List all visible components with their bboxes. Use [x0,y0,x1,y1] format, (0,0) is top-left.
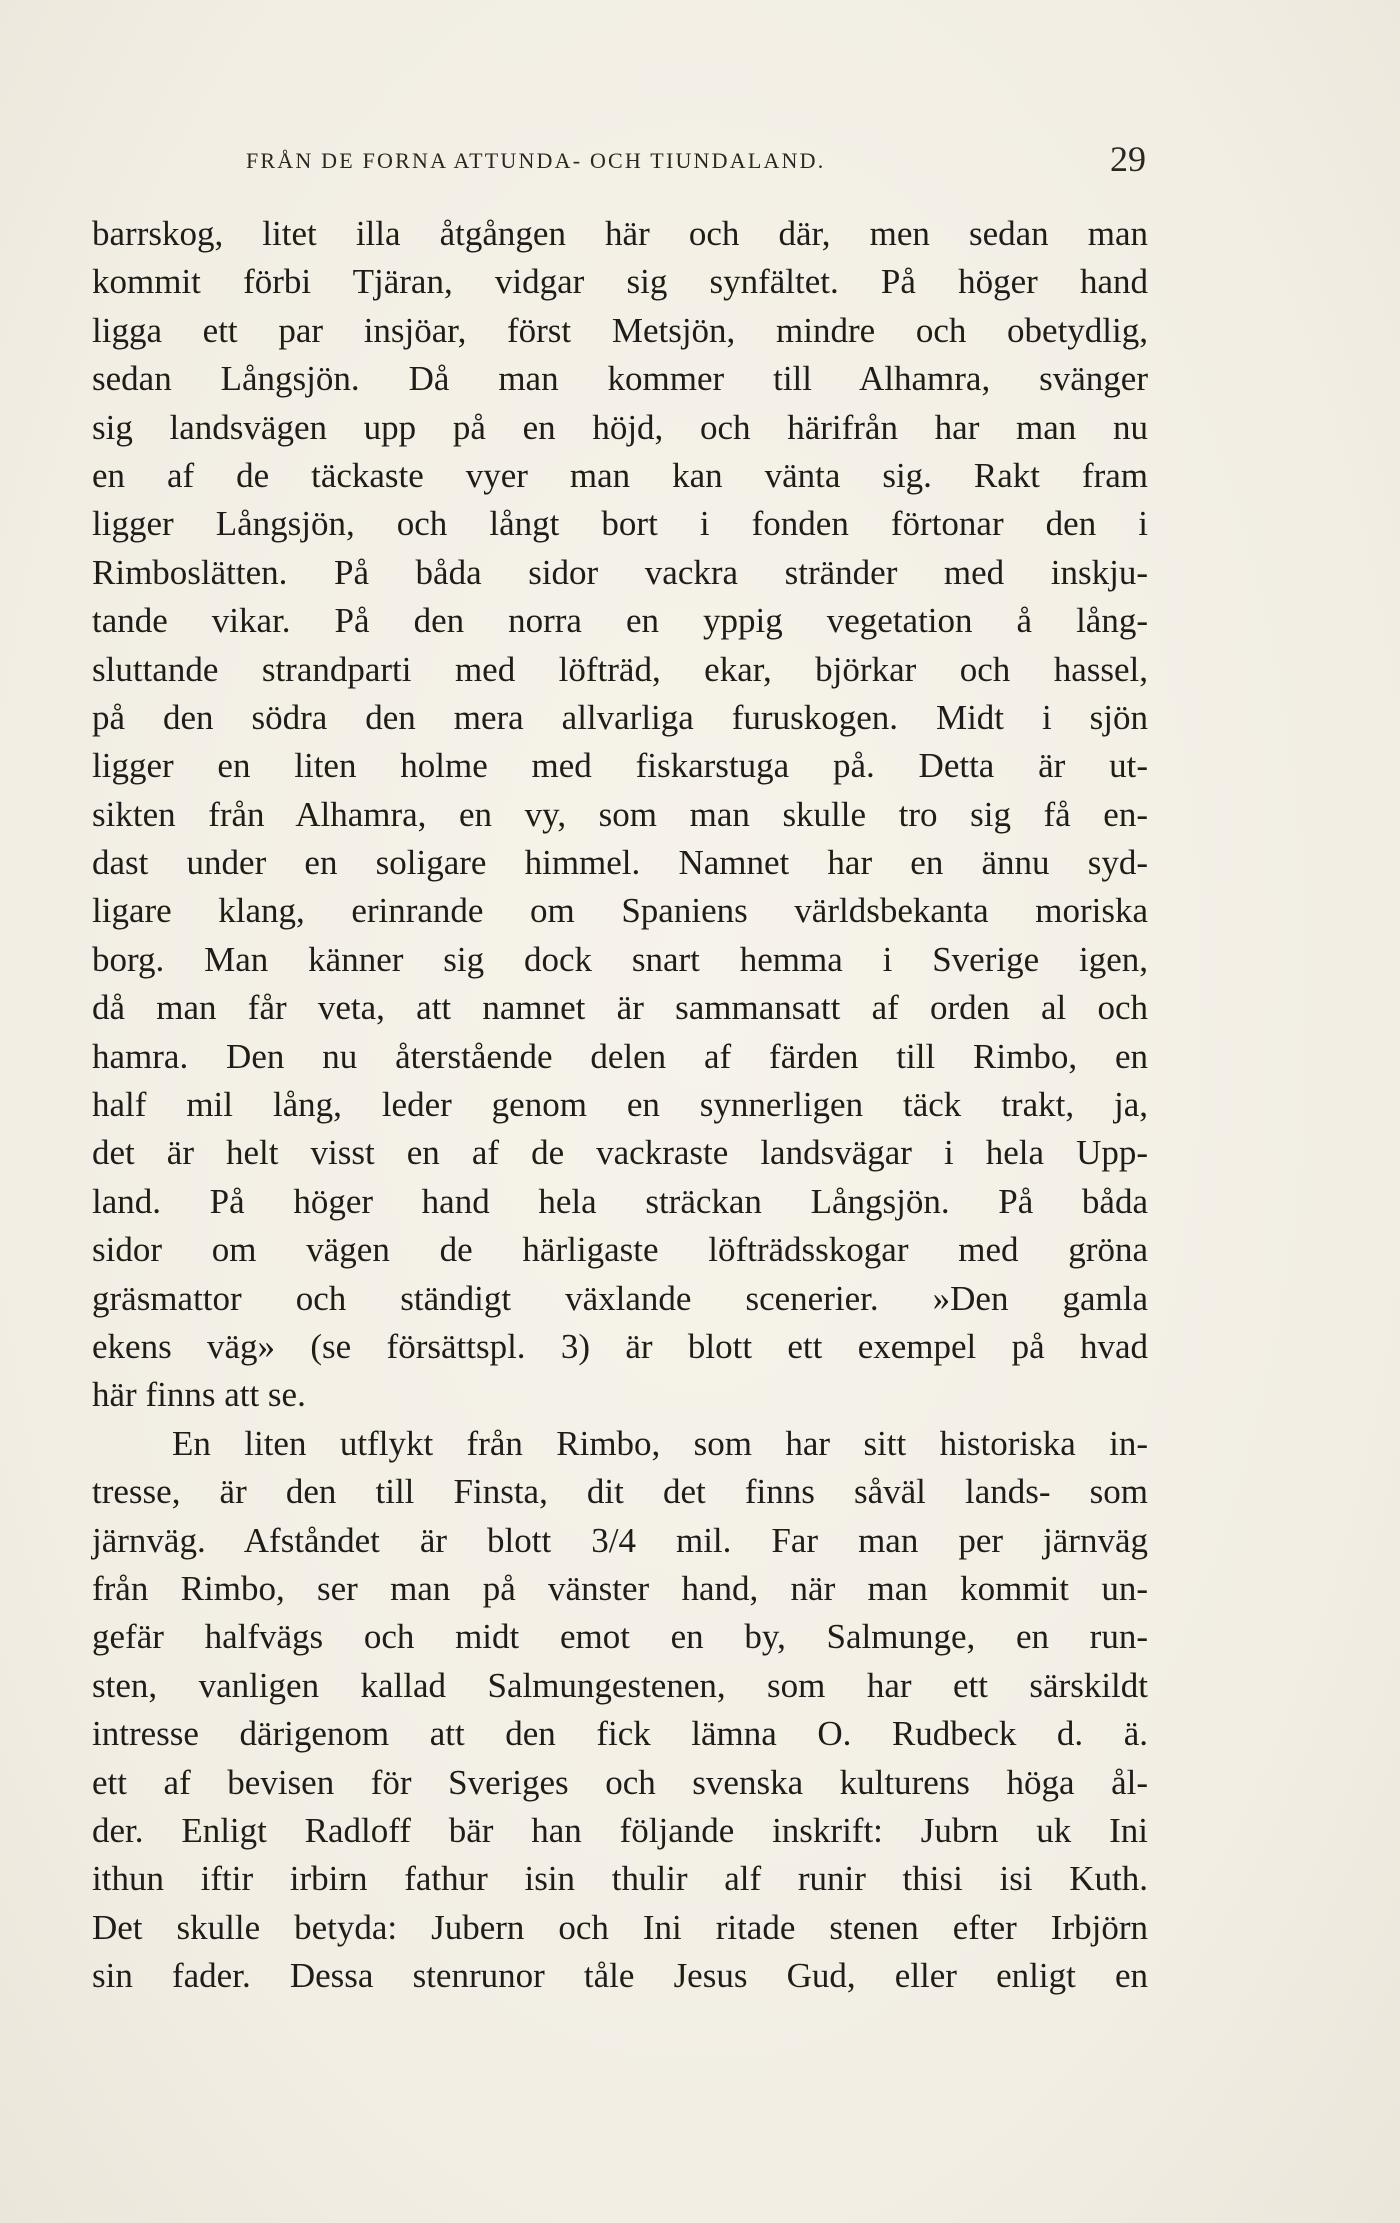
text-line: tande vikar. På den norra en yppig vegetation å lång- [92,601,1148,641]
text-line: ligare klang, erinrande om Spaniens världsbekanta moriska [92,891,1148,931]
running-title: FRÅN DE FORNA ATTUNDA- OCH TIUNDALAND. [246,148,826,173]
text-line: En liten utflykt från Rimbo, som har sitt historiska in- [172,1423,1148,1463]
text-line: sten, vanligen kallad Salmungestenen, som har ett särskildt [92,1665,1148,1705]
body-text [92,210,1148,2000]
text-line: ithun iftir irbirn fathur isin thulir alf runir thisi isi Kuth. [92,1859,1148,1899]
text-line: sedan Långsjön. Då man kommer till Alhamra, svänger [92,359,1148,399]
text-line: barrskog, litet illa åtgången här och där, men sedan man [92,214,1148,253]
text-line: sig landsvägen upp på en höjd, och härifrån har man nu [92,407,1148,447]
text-line: hamra. Den nu återstående delen af färden till Rimbo, en [92,1036,1148,1076]
text-line: kommit förbi Tjäran, vidgar sig synfältet. På höger hand [92,262,1148,302]
text-line: en af de täckaste vyer man kan vänta sig. Rakt fram [92,455,1148,495]
text-line: ett af bevisen för Sveriges och svenska kulturens höga ål- [92,1762,1148,1802]
text-line: land. På höger hand hela sträckan Långsjön. På båda [92,1181,1148,1221]
text-line: Det skulle betyda: Jubern och Ini ritade stenen efter Irbjörn [92,1907,1148,1947]
text-line: intresse därigenom att den fick lämna O. Rudbeck d. ä. [92,1714,1148,1754]
paragraph-2 [92,1420,1148,2001]
text-line: från Rimbo, ser man på vänster hand, när man kommit un- [92,1568,1148,1608]
text-line: ligger en liten holme med fiskarstuga på. Detta är ut- [92,746,1148,786]
text-line: ligger Långsjön, och långt bort i fonden förtonar den i [92,504,1148,544]
text-line: på den södra den mera allvarliga furuskogen. Midt i sjön [92,697,1148,737]
text-line: ekens väg» (se försättspl. 3) är blott ett exempel på hvad [92,1326,1148,1366]
text-line: det är helt visst en af de vackraste landsvägar i hela Upp- [92,1133,1148,1173]
text-line: tresse, är den till Finsta, dit det finns såväl lands- som [92,1472,1148,1512]
text-line: sikten från Alhamra, en vy, som man skulle tro sig få en- [92,794,1148,834]
text-line: borg. Man känner sig dock snart hemma i Sverige igen, [92,939,1148,979]
text-line: sin fader. Dessa stenrunor tåle Jesus Gud, eller enligt en [92,1956,1148,1996]
text-line: der. Enligt Radloff bär han följande inskrift: Jubrn uk Ini [92,1810,1148,1850]
text-line: half mil lång, leder genom en synnerligen täck trakt, ja, [92,1085,1148,1125]
text-line: gräsmattor och ständigt växlande scenerier. »Den gamla [92,1278,1148,1318]
text-line: då man får veta, att namnet är sammansatt af orden al och [92,988,1148,1028]
page-header [246,138,1146,188]
text-line: järnväg. Afståndet är blott 3/4 mil. Far man per järnväg [92,1520,1148,1560]
text-line: Rimboslätten. På båda sidor vackra stränder med inskju- [92,552,1148,592]
text-line: dast under en soligare himmel. Namnet har en ännu syd- [92,843,1148,883]
text-line: sluttande strandparti med löfträd, ekar, björkar och hassel, [92,649,1148,689]
paragraph-1 [92,210,1148,1420]
page-number: 29 [1110,139,1146,179]
text-line: sidor om vägen de härligaste löfträdsskogar med gröna [92,1230,1148,1270]
text-line: gefär halfvägs och midt emot en by, Salmunge, en run- [92,1617,1148,1657]
text-line: ligga ett par insjöar, först Metsjön, mindre och obetydlig, [92,310,1148,350]
text-line: här finns att se. [92,1375,306,1415]
